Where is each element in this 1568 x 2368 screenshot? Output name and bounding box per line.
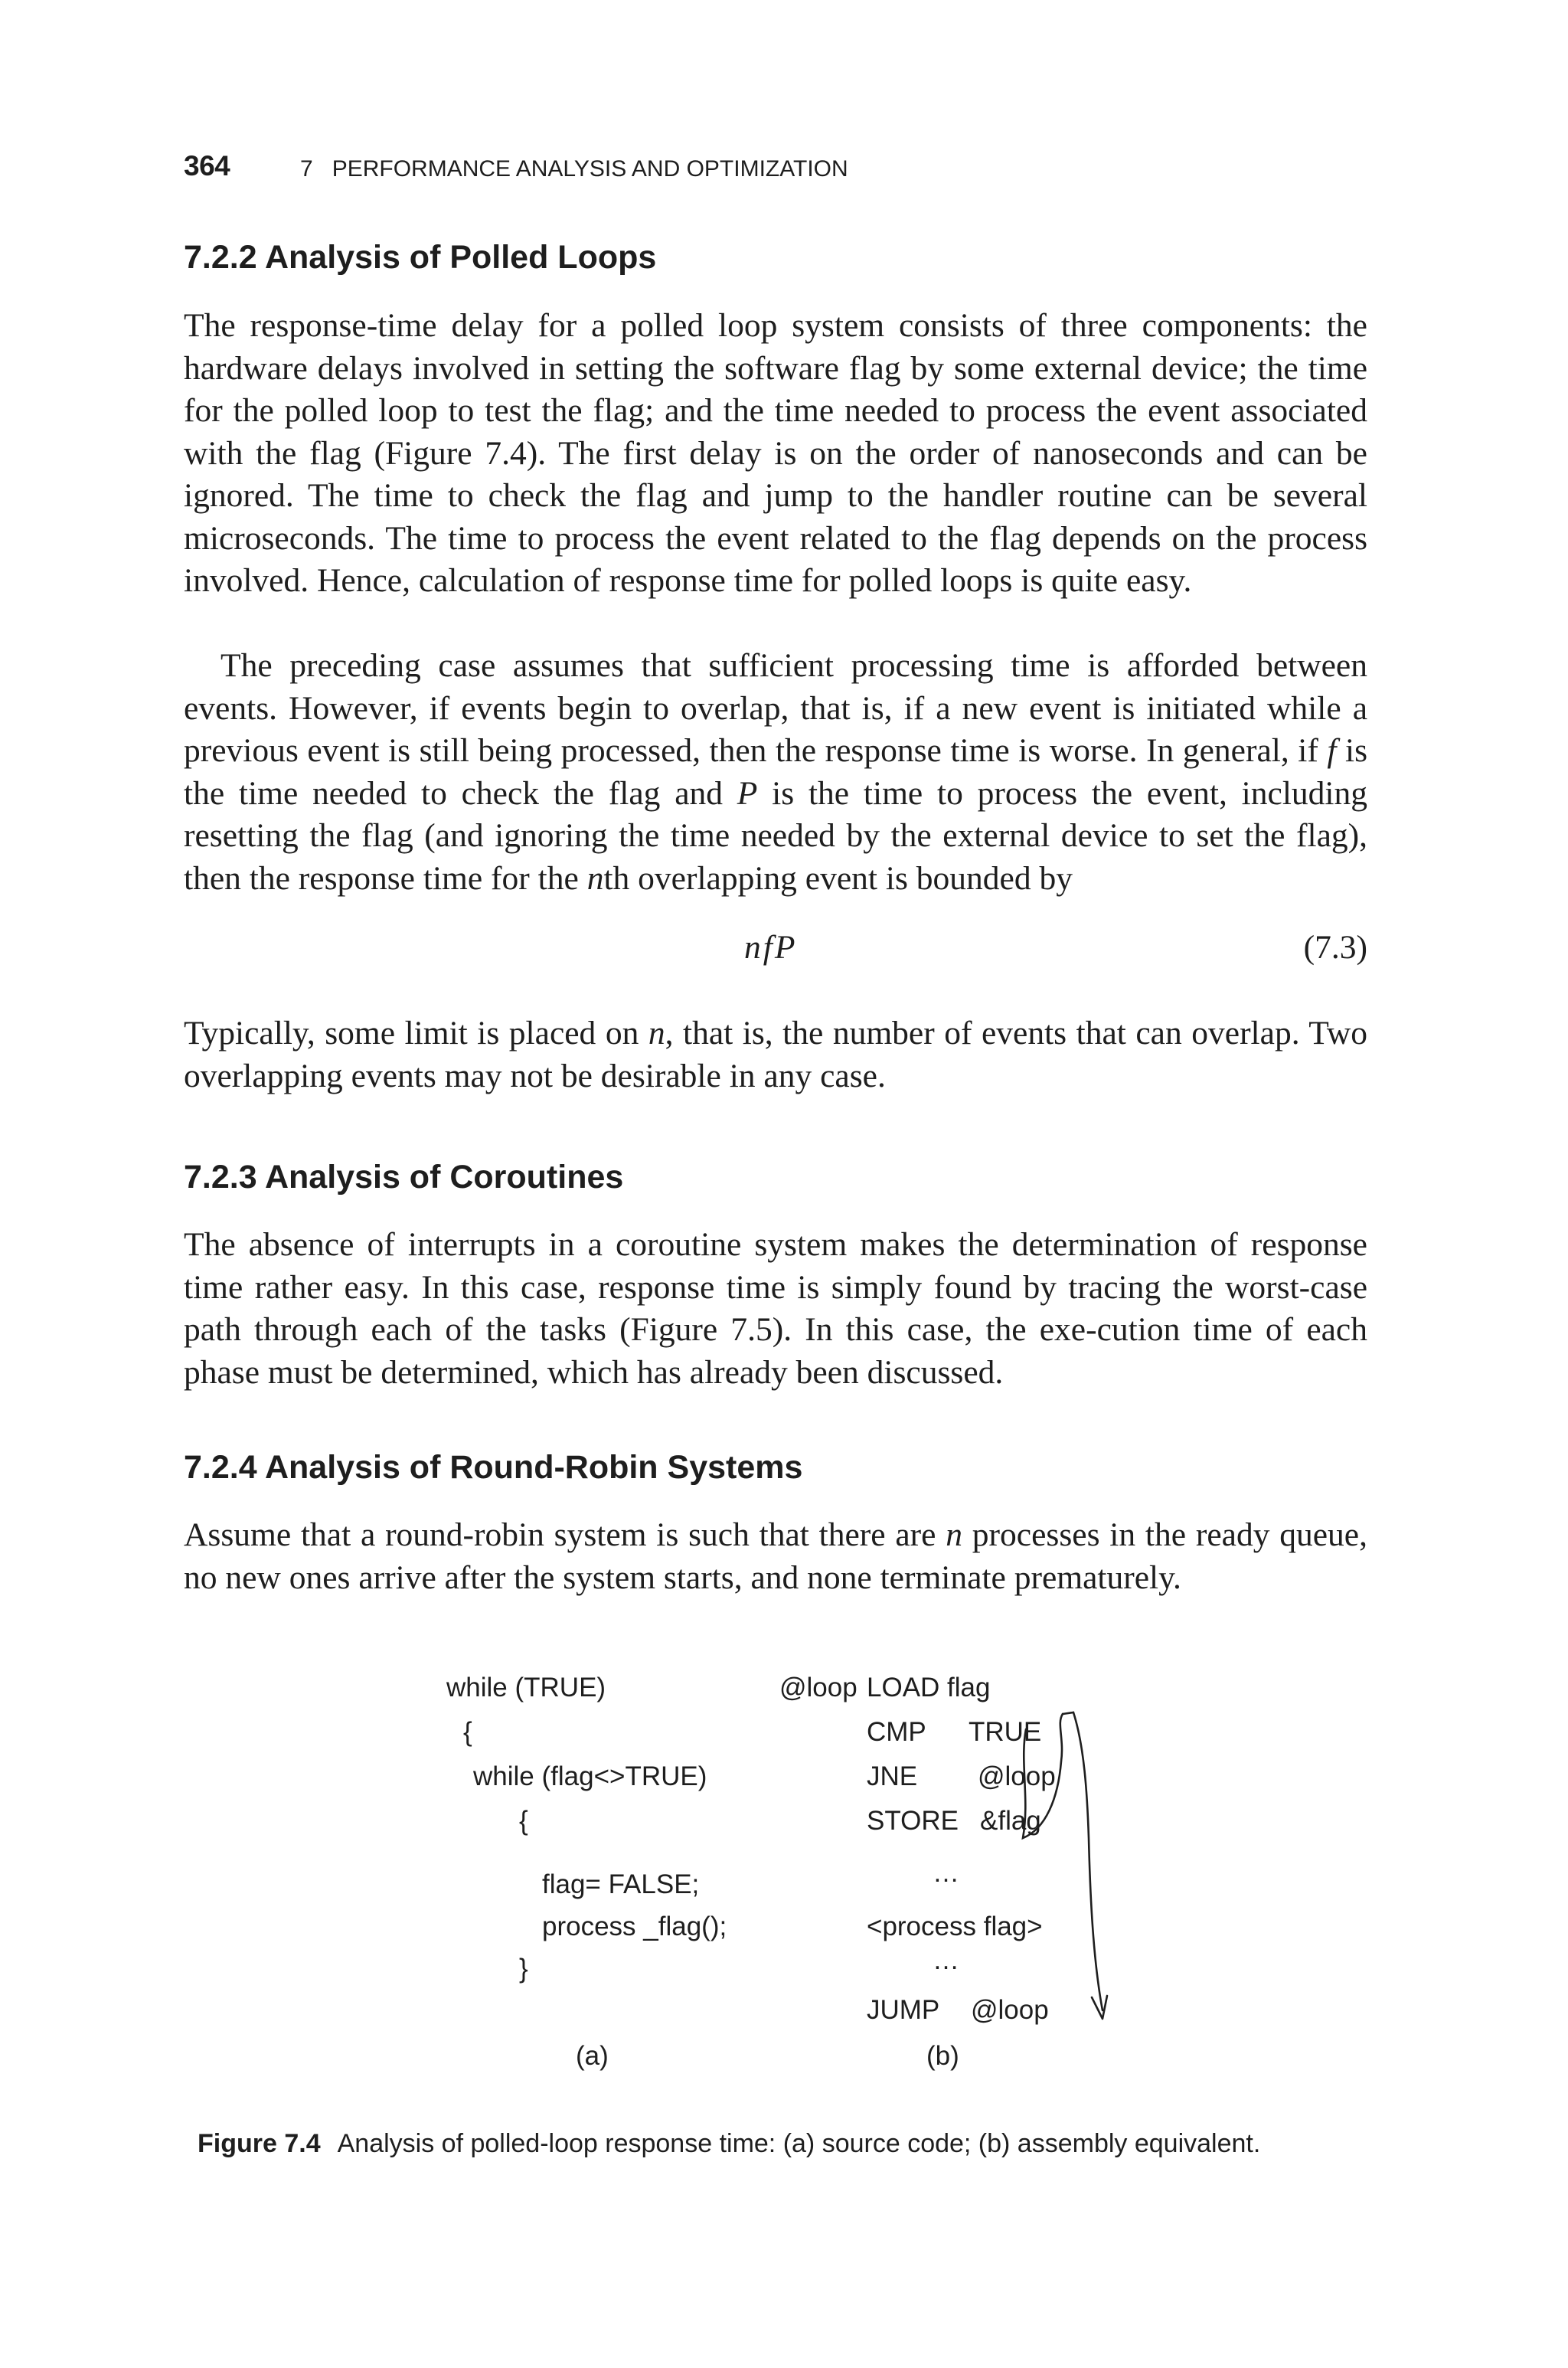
paragraph-polled-loops-2 — [184, 645, 1367, 900]
asm-op-jne: JNE — [867, 1761, 918, 1791]
running-title: 7 PERFORMANCE ANALYSIS AND OPTIMIZATION — [300, 156, 848, 182]
section-heading-7-2-3: 7.2.3 Analysis of Coroutines — [184, 1159, 624, 1195]
asm-op-cmp: CMP — [867, 1717, 926, 1747]
paragraph-round-robin — [184, 1514, 1367, 1599]
caption-text: Analysis of polled-loop response time: (a) source code; (b) assembly equivalent. — [337, 2129, 1261, 2158]
source-line-close-brace: } — [519, 1954, 528, 1984]
text-run: , that is, the number of events that can overlap. Two overlapping events may not be desirable in any case. — [184, 1015, 1368, 1094]
variable-n: n — [648, 1015, 665, 1052]
equation-7-3 — [184, 928, 1367, 971]
text-run: processes in the ready queue, no new ones arrive after the system starts, and none terminate prematurely. — [184, 1516, 1367, 1596]
asm-line-process-flag: <process flag> — [867, 1912, 1043, 1941]
asm-label-loop: @loop — [779, 1673, 858, 1702]
asm-line-load: LOAD flag — [867, 1673, 991, 1702]
source-line-process-flag: process _flag(); — [542, 1912, 727, 1941]
source-line-open-brace: { — [463, 1717, 472, 1747]
text-run: Assume that a round-robin system is such that there are — [184, 1516, 946, 1553]
paragraph-polled-loops-3 — [184, 1012, 1367, 1097]
asm-ellipsis-2: … — [933, 1945, 959, 1975]
variable-n: n — [946, 1516, 963, 1553]
source-line-while-true: while (TRUE) — [446, 1673, 606, 1702]
equation-number: (7.3) — [1303, 929, 1367, 966]
text-run: is the time to process the event, including resetting the flag (and ignoring the time needed by the external device to set the flag), then the response time for the — [184, 774, 1367, 897]
asm-ellipsis-1: … — [933, 1858, 959, 1888]
equation-expression: nfP — [744, 929, 798, 966]
asm-arg-jump-loop: @loop — [971, 1995, 1049, 2025]
source-line-while-flag: while (flag<>TRUE) — [473, 1761, 707, 1791]
asm-op-jump: JUMP — [867, 1995, 940, 2025]
text-run: Typically, some limit is placed on — [184, 1015, 648, 1052]
section-heading-7-2-2: 7.2.2 Analysis of Polled Loops — [184, 239, 657, 276]
jump-loop-arrow — [1063, 1712, 1102, 2010]
arrow-head — [1092, 1996, 1107, 2019]
asm-op-store: STORE — [867, 1806, 959, 1836]
variable-p: P — [737, 774, 758, 812]
variable-n: n — [586, 859, 604, 897]
asm-arg-flag: &flag — [980, 1806, 1041, 1836]
text-run: is the time needed to check the flag and — [184, 732, 1368, 812]
paragraph-polled-loops-1: The response-time delay for a polled loop system consists of three components: the hardware delays involved in setting the software flag by some external device; the time for the polled loop to test the flag; and the time needed to process the event associated with the flag (Figure 7.4). The first delay is on the order of nanoseconds and can be ignored. The time to check the flag and jump to the handler routine can be several microseconds. The time to process the event related to the flag depends on the process involved. Hence, calculation of response time for polled loops is quite easy. — [184, 307, 1367, 599]
figure-caption — [198, 2129, 1260, 2159]
caption-label: Figure 7.4 — [198, 2129, 321, 2158]
asm-arg-loop: @loop — [978, 1761, 1056, 1791]
variable-f: f — [1327, 732, 1337, 769]
source-line-inner-brace: { — [519, 1806, 528, 1836]
text-run: th overlapping event is bounded by — [603, 859, 1073, 897]
running-header — [184, 150, 1387, 188]
text-run: The preceding case assumes that sufficient processing time is afforded between events. However, if events begin to overlap, that is, if a new event is initiated while a previous event is still being processed, then the response time is worse. In general, if — [184, 647, 1367, 769]
section-heading-7-2-4: 7.2.4 Analysis of Round-Robin Systems — [184, 1449, 803, 1486]
asm-arg-true: TRUE — [969, 1717, 1042, 1747]
source-line-flag-false: flag= FALSE; — [542, 1869, 700, 1899]
subfigure-label-b: (b) — [926, 2041, 959, 2071]
page-number: 364 — [184, 150, 230, 182]
paragraph-coroutines: The absence of interrupts in a coroutine system makes the determination of response time rather easy. In this case, response time is simply found by tracing the worst-case path through each of the tasks (Figure 7.5). In this case, the exe-cution time of each phase must be determined, which has already been discussed. — [184, 1226, 1367, 1391]
subfigure-label-a: (a) — [576, 2041, 609, 2071]
